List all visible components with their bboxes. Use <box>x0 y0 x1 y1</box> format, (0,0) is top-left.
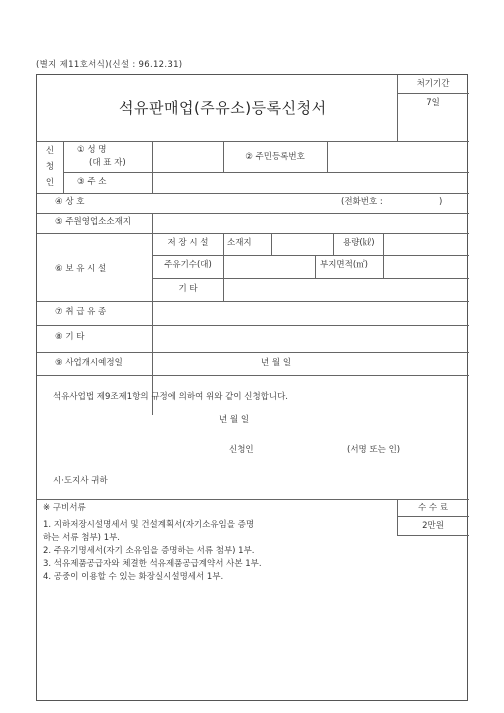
storage-bottom-line <box>152 255 469 256</box>
name-sub-label: (대 표 자) <box>89 158 126 168</box>
fee-line <box>397 516 469 517</box>
processing-label: 처기기간 <box>416 79 450 89</box>
storage-divider-1 <box>271 233 272 255</box>
other-label: ⑧ 기 타 <box>55 332 85 342</box>
phone-label: (전화번호 : <box>341 197 383 207</box>
name-label: ① 성 명 <box>77 145 107 155</box>
start-date-bottom-line <box>37 375 469 376</box>
facility-other-label: 기 타 <box>178 284 198 294</box>
form-number: (별지 제11호서식)(신설 : 96.12.31) <box>36 60 183 70</box>
pump-divider-2 <box>383 255 384 278</box>
label-column-divider <box>152 213 153 415</box>
facility-subdivider <box>223 233 224 301</box>
facilities-label: ⑥ 보 유 시 설 <box>55 264 107 274</box>
resident-divider-right <box>327 141 328 172</box>
pump-divider-1 <box>315 255 316 278</box>
applicant-bottom-line <box>37 193 469 194</box>
trade-name-bottom-line <box>37 213 469 214</box>
applicant-side-divider <box>63 141 64 193</box>
storage-divider-3 <box>383 233 384 255</box>
applicant-side-2: 청 <box>45 162 55 172</box>
fee-divider <box>397 499 398 535</box>
fee-bottom-line <box>397 535 469 536</box>
registration-form <box>36 74 468 701</box>
capacity-label: 용량(㎘) <box>343 238 375 248</box>
declaration-date: 년 월 일 <box>219 415 250 425</box>
trade-name-label: ④ 상 호 <box>55 197 85 207</box>
site-area-label: 부지면적(㎡) <box>320 260 368 270</box>
document-item: 하는 서류 첨부) 1부. <box>43 533 121 543</box>
start-date-value: 년 월 일 <box>261 358 292 368</box>
phone-close: ) <box>439 197 443 207</box>
pump-bottom-line <box>152 278 469 279</box>
fee-label: 수 수 료 <box>417 503 449 513</box>
address-label: ③ 주 소 <box>77 177 107 187</box>
storage-label: 저 장 시 설 <box>167 238 209 248</box>
document-item: 3. 석유제품공급자와 체결한 석유제품공급계약서 사본 1부. <box>43 559 262 569</box>
applicant-label-divider <box>152 141 153 193</box>
other-bottom-line <box>37 352 469 353</box>
applicant-middle-line <box>63 172 469 173</box>
processing-divider <box>397 75 398 141</box>
applicant-side-3: 인 <box>45 178 55 188</box>
location-sub-label: 소재지 <box>227 238 252 248</box>
document-item: 1. 지하저장시설명세서 및 건설계획서(자기소유임을 증명 <box>43 520 255 530</box>
pump-count-label: 주유기수(대) <box>164 260 212 270</box>
start-date-label: ⑨ 사업개시예정일 <box>55 358 123 368</box>
location-bottom-line <box>37 233 469 234</box>
processing-line <box>397 93 469 94</box>
products-bottom-line <box>37 325 469 326</box>
documents-title: ※ 구비서류 <box>43 503 86 513</box>
business-location-label: ⑤ 주원영업소소재지 <box>55 217 132 227</box>
applicant-side-1: 신 <box>45 146 55 156</box>
resident-no-label: ② 주민등록번호 <box>245 152 305 162</box>
declaration-statement: 석유사업법 제9조제1항의 규정에 의하여 위와 같이 신청합니다. <box>53 392 289 402</box>
document-item: 2. 주유기명세서(자기 소유임을 증명하는 서류 첨부) 1부. <box>43 546 255 556</box>
document-item: 4. 공중이 이용할 수 있는 화장실시설명세서 1부. <box>43 572 224 582</box>
form-title: 석유판매업(주유소)등록신청서 <box>119 99 327 117</box>
resident-divider-left <box>223 141 224 172</box>
facilities-bottom-line <box>37 301 469 302</box>
processing-value: 7일 <box>426 98 440 108</box>
declaration-bottom-line <box>37 499 469 500</box>
applicant-signature-label: 신청인 <box>229 445 254 455</box>
signature-note: (서명 또는 인) <box>347 445 401 455</box>
fee-amount: 2만원 <box>422 521 444 531</box>
storage-divider-2 <box>333 233 334 255</box>
products-label: ⑦ 취 급 유 종 <box>55 307 107 317</box>
title-bottom-line <box>37 141 469 142</box>
addressee: 시·도지사 귀하 <box>53 476 108 486</box>
